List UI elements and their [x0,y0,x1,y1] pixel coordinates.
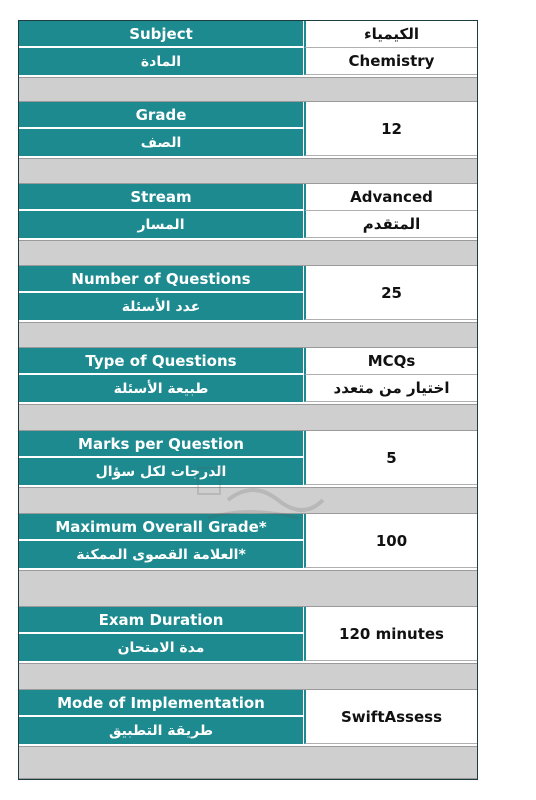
row-type-of-questions [19,348,477,404]
label-ar: مدة الامتحان [19,634,303,661]
label-ar: المادة [19,48,303,75]
value-primary: Advanced [304,184,477,211]
row-separator [19,77,477,102]
label-en: Stream [19,184,303,211]
exam-info-table [18,20,478,780]
label-en: Mode of Implementation [19,690,303,717]
label-ar: طبيعة الأسئلة [19,375,303,402]
value: 5 [304,431,477,485]
label-en: Subject [19,21,303,48]
row-separator [19,322,477,348]
row-number-of-questions [19,266,477,322]
label-en: Type of Questions [19,348,303,375]
row-exam-duration [19,607,477,663]
label-en: Exam Duration [19,607,303,634]
row-separator [19,158,477,184]
label-ar: الصف [19,129,303,156]
value-primary: الكيمياء [304,21,477,48]
value: 120 minutes [304,607,477,661]
value: 12 [304,102,477,156]
row-maximum-overall-grade [19,514,477,570]
label-ar: عدد الأسئلة [19,293,303,320]
row-mode-of-implementation [19,690,477,746]
value-secondary: المتقدم [304,211,477,238]
row-separator [19,663,477,690]
value: 25 [304,266,477,320]
value-secondary: اختيار من متعدد [304,375,477,402]
row-separator [19,240,477,266]
row-subject [19,21,477,77]
label-ar: العلامة القصوى الممكنة* [19,541,303,568]
label-ar: الدرجات لكل سؤال [19,458,303,485]
row-separator [19,487,477,514]
row-grade [19,102,477,158]
value-secondary: Chemistry [304,48,477,75]
value-primary: MCQs [304,348,477,375]
value: 100 [304,514,477,568]
row-separator [19,570,477,607]
label-en: Number of Questions [19,266,303,293]
label-en: Maximum Overall Grade* [19,514,303,541]
row-separator [19,404,477,431]
label-en: Marks per Question [19,431,303,458]
label-ar: طريقة التطبيق [19,717,303,744]
label-ar: المسار [19,211,303,238]
row-marks-per-question [19,431,477,487]
row-separator [19,746,477,779]
value: SwiftAssess [304,690,477,744]
label-en: Grade [19,102,303,129]
row-stream [19,184,477,240]
